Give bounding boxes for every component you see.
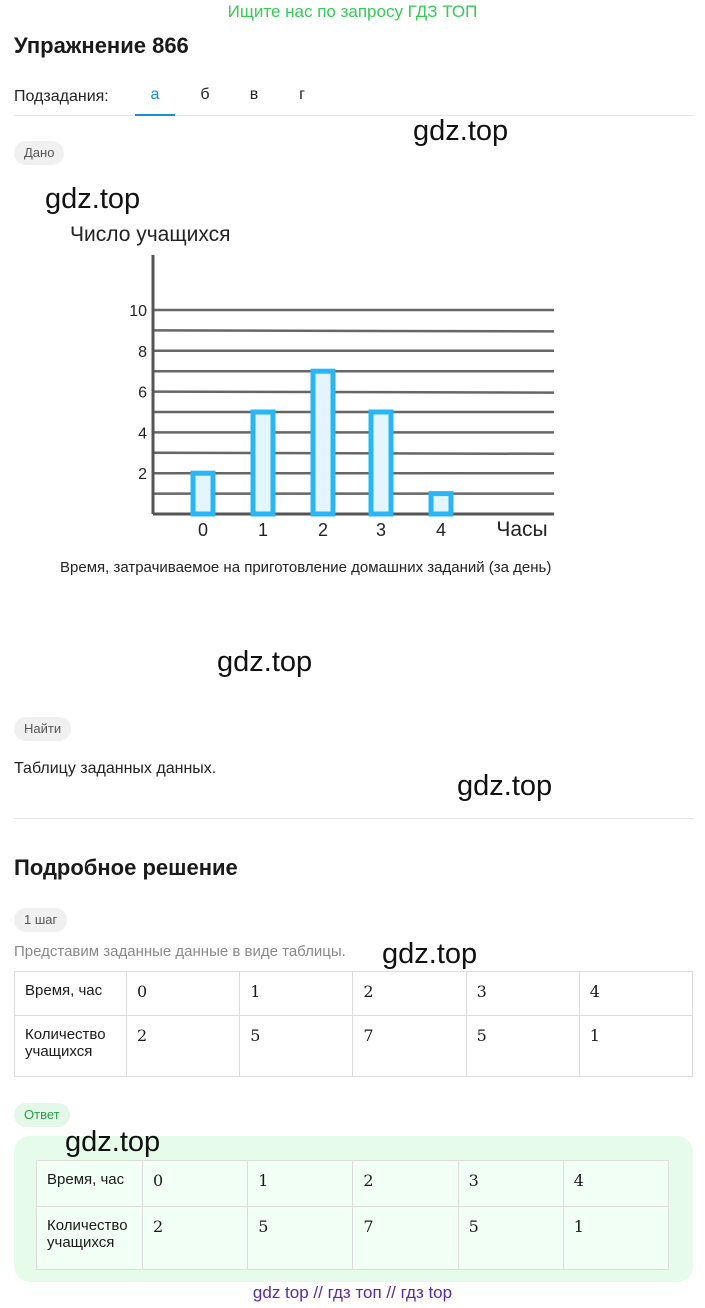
table-cell: 7 <box>353 1206 458 1269</box>
tab-g[interactable]: г <box>299 86 305 103</box>
answer-badge: Ответ <box>14 1103 70 1127</box>
x-axis-label: Часы <box>496 518 548 541</box>
chart-caption: Время, затрачиваемое на приготовление домашних заданий (за день) <box>60 559 552 576</box>
bar <box>431 494 451 514</box>
grid-line <box>153 453 554 454</box>
divider <box>14 818 694 819</box>
table-cell: 1 <box>240 972 353 1016</box>
y-tick-label: 10 <box>129 303 147 320</box>
bar <box>193 473 213 514</box>
row-label-time: Время, час <box>37 1161 143 1207</box>
table-cell: 3 <box>458 1161 563 1207</box>
watermark: gdz.top <box>457 770 553 802</box>
tab-a[interactable]: а <box>135 86 175 116</box>
table-cell: 3 <box>466 972 579 1016</box>
y-tick-label: 2 <box>138 466 147 484</box>
x-tick-label: 0 <box>197 520 209 540</box>
homework-time-chart <box>60 215 620 590</box>
x-tick-label: 3 <box>375 520 387 540</box>
row-label-count: Количество учащихся <box>15 1016 127 1077</box>
subtasks-label: Подзадания: <box>14 88 109 105</box>
step-badge: 1 шаг <box>14 908 67 932</box>
table-cell: 2 <box>143 1206 248 1269</box>
table-cell: 2 <box>353 972 466 1016</box>
solution-table <box>14 971 693 1077</box>
step-text: Представим заданные данные в виде таблицы. <box>14 943 346 960</box>
bar <box>253 412 273 514</box>
table-cell: 5 <box>248 1206 353 1269</box>
x-tick-label: 1 <box>257 520 269 540</box>
table-cell: 0 <box>143 1161 248 1207</box>
subtask-tabs <box>14 86 694 116</box>
grid-line <box>153 330 554 331</box>
grid-line <box>153 392 554 393</box>
footer-links[interactable]: gdz top // гдз топ // гдз top <box>252 1283 453 1302</box>
row-label-time: Время, час <box>15 972 127 1016</box>
table-cell: 1 <box>563 1206 668 1269</box>
tab-v[interactable]: в <box>249 86 259 103</box>
table-cell: 2 <box>127 1016 240 1077</box>
table-cell: 0 <box>127 972 240 1016</box>
table-row <box>37 1206 669 1269</box>
answer-table <box>36 1160 669 1270</box>
table-cell: 7 <box>353 1016 466 1077</box>
table-cell: 4 <box>579 972 692 1016</box>
watermark: gdz.top <box>382 938 478 970</box>
find-badge: Найти <box>14 717 71 741</box>
bar <box>313 371 333 514</box>
table-row <box>15 1016 693 1077</box>
table-cell: 1 <box>248 1161 353 1207</box>
top-banner[interactable]: Ищите нас по запросу ГДЗ ТОП <box>227 2 478 21</box>
row-label-count: Количество учащихся <box>37 1206 143 1269</box>
y-tick-label: 6 <box>138 384 147 402</box>
table-cell: 2 <box>353 1161 458 1207</box>
y-tick-label: 4 <box>138 425 147 443</box>
x-tick-label: 4 <box>435 520 447 540</box>
y-tick-label: 8 <box>138 343 147 361</box>
table-cell: 5 <box>466 1016 579 1077</box>
tab-b[interactable]: б <box>200 86 210 103</box>
watermark: gdz.top <box>413 115 509 147</box>
x-tick-label: 2 <box>317 520 329 540</box>
given-badge: Дано <box>14 141 64 165</box>
find-text: Таблицу заданных данных. <box>14 760 217 777</box>
bar <box>371 412 391 514</box>
table-cell: 5 <box>240 1016 353 1077</box>
page-title: Упражнение 866 <box>14 33 189 58</box>
table-cell: 4 <box>563 1161 668 1207</box>
table-row <box>15 972 693 1016</box>
watermark: gdz.top <box>217 646 313 678</box>
y-axis-label: Число учащихся <box>70 223 231 246</box>
watermark: gdz.top <box>45 183 141 215</box>
table-row <box>37 1161 669 1207</box>
chart-svg <box>60 215 620 545</box>
table-cell: 1 <box>579 1016 692 1077</box>
solution-title: Подробное решение <box>14 855 238 880</box>
watermark: gdz.top <box>65 1126 161 1158</box>
table-cell: 5 <box>458 1206 563 1269</box>
